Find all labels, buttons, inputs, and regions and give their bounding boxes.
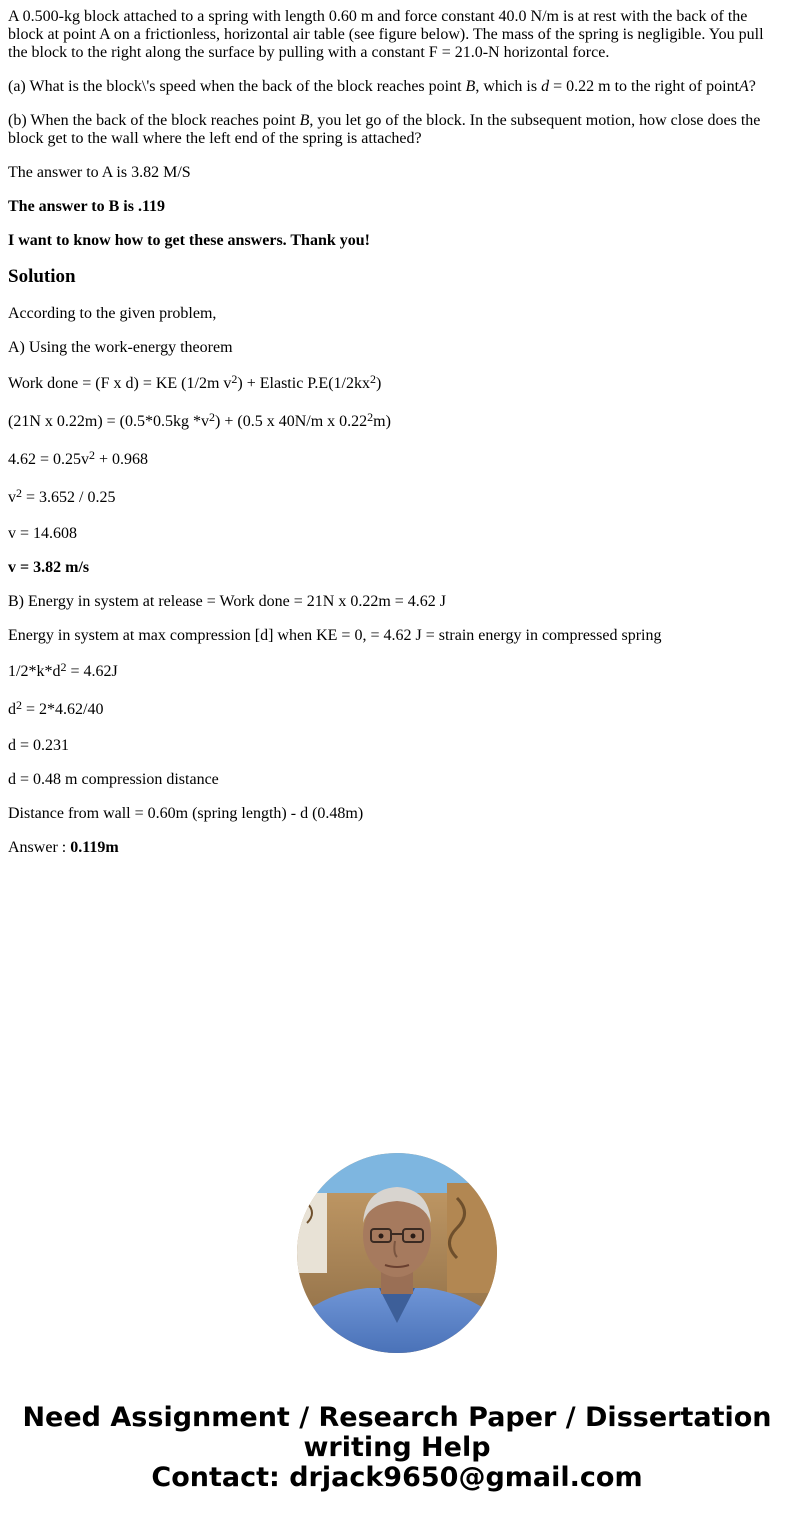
equation-work-energy: Work done = (F x d) = KE (1/2m $v^2$) + Elastic $P.E(1/2kx^2)$: [8, 372, 382, 392]
result-speed-text: v = 3.82 m/s: [8, 559, 90, 576]
solution-heading: Solution: [8, 266, 76, 287]
final-answer-value: 0.119m: [70, 839, 119, 856]
author-avatar: [297, 1153, 497, 1353]
footer-line-1: Need Assignment / Research Paper / Dissertation: [22, 1402, 772, 1433]
answer-a-note: The answer to A is 3.82 M/S: [8, 164, 191, 181]
question-part-a: [8, 78, 778, 96]
footer-line-2: writing Help: [303, 1432, 491, 1463]
point-b-var: B: [299, 112, 310, 129]
equation-simplified: $4.62 = 0.25v^2 + 0.968$: [8, 448, 149, 468]
part-b-energy-line: Energy in system at max compression [d] when KE = 0, = 4.62 J = strain energy in compressed spring: [8, 627, 662, 644]
equation-distance-from-wall: Distance from wall = 0.60m (spring length) - d (0.48m): [8, 805, 364, 822]
equation-substitution: (21N x 0.22m) = (0.5*0.5kg $*v^2) + (0.5$ x 40N/m x 0.22$^2$m): [8, 410, 391, 430]
d-var: d: [541, 78, 550, 95]
footer-banner: [0, 1403, 794, 1493]
equation-d-value: d = 0.231: [8, 737, 70, 754]
footer-contact: Contact: drjack9650@gmail.com: [151, 1462, 643, 1493]
document-body: [8, 8, 778, 873]
part-a-text: (a) What is the block\'s speed when the back of the block reaches point: [8, 78, 466, 95]
question-intro: A 0.500-kg block attached to a spring with length 0.60 m and force constant 40.0 N/m is at rest with the back of the block at point A on a frictionless, horizontal air table (see figure below). The mass of the spring is negligible. You pull the block to the right along the surface by pulling with a constant F = 21.0-N horizontal force.: [8, 8, 764, 61]
request-note: [8, 232, 778, 250]
point-a-var: A: [739, 78, 749, 95]
part-a-text: , which is: [475, 78, 542, 95]
part-b-text: (b) When the back of the block reaches point: [8, 112, 300, 129]
final-answer: [8, 839, 778, 857]
answer-b-note: [8, 198, 778, 216]
part-a-text: ?: [748, 78, 756, 95]
result-speed: [8, 559, 778, 577]
equation-strain-energy: $1/2*k*d^2 = 4.62J$: [8, 660, 118, 680]
part-b-text: , you let go of the block. In the subsequent motion, how close does the block get to the wall where the left end of the spring is attached?: [8, 112, 761, 147]
equation-compression: d = 0.48 m compression distance: [8, 771, 219, 788]
person-portrait-icon: [297, 1153, 497, 1353]
point-b-var: B: [465, 78, 476, 95]
solution-intro: According to the given problem,: [8, 305, 217, 322]
part-b-label: B) Energy in system at release = Work done = 21N x 0.22m = 4.62 J: [8, 593, 447, 610]
equation-v-squared: $v^2 = 3.652 / 0.25$: [8, 486, 116, 506]
part-a-label: A) Using the work-energy theorem: [8, 339, 233, 356]
answer-b-text: The answer to B is .119: [8, 198, 166, 215]
equation-v-value: v = 14.608: [8, 525, 78, 542]
request-text: I want to know how to get these answers. Thank you!: [8, 232, 370, 249]
part-a-text: = 0.22 m to the right of point: [549, 78, 740, 95]
equation-d-squared: $d^2 = 2*4.62/40$: [8, 698, 104, 718]
final-answer-label: Answer :: [8, 839, 71, 856]
question-part-b: [8, 112, 778, 148]
